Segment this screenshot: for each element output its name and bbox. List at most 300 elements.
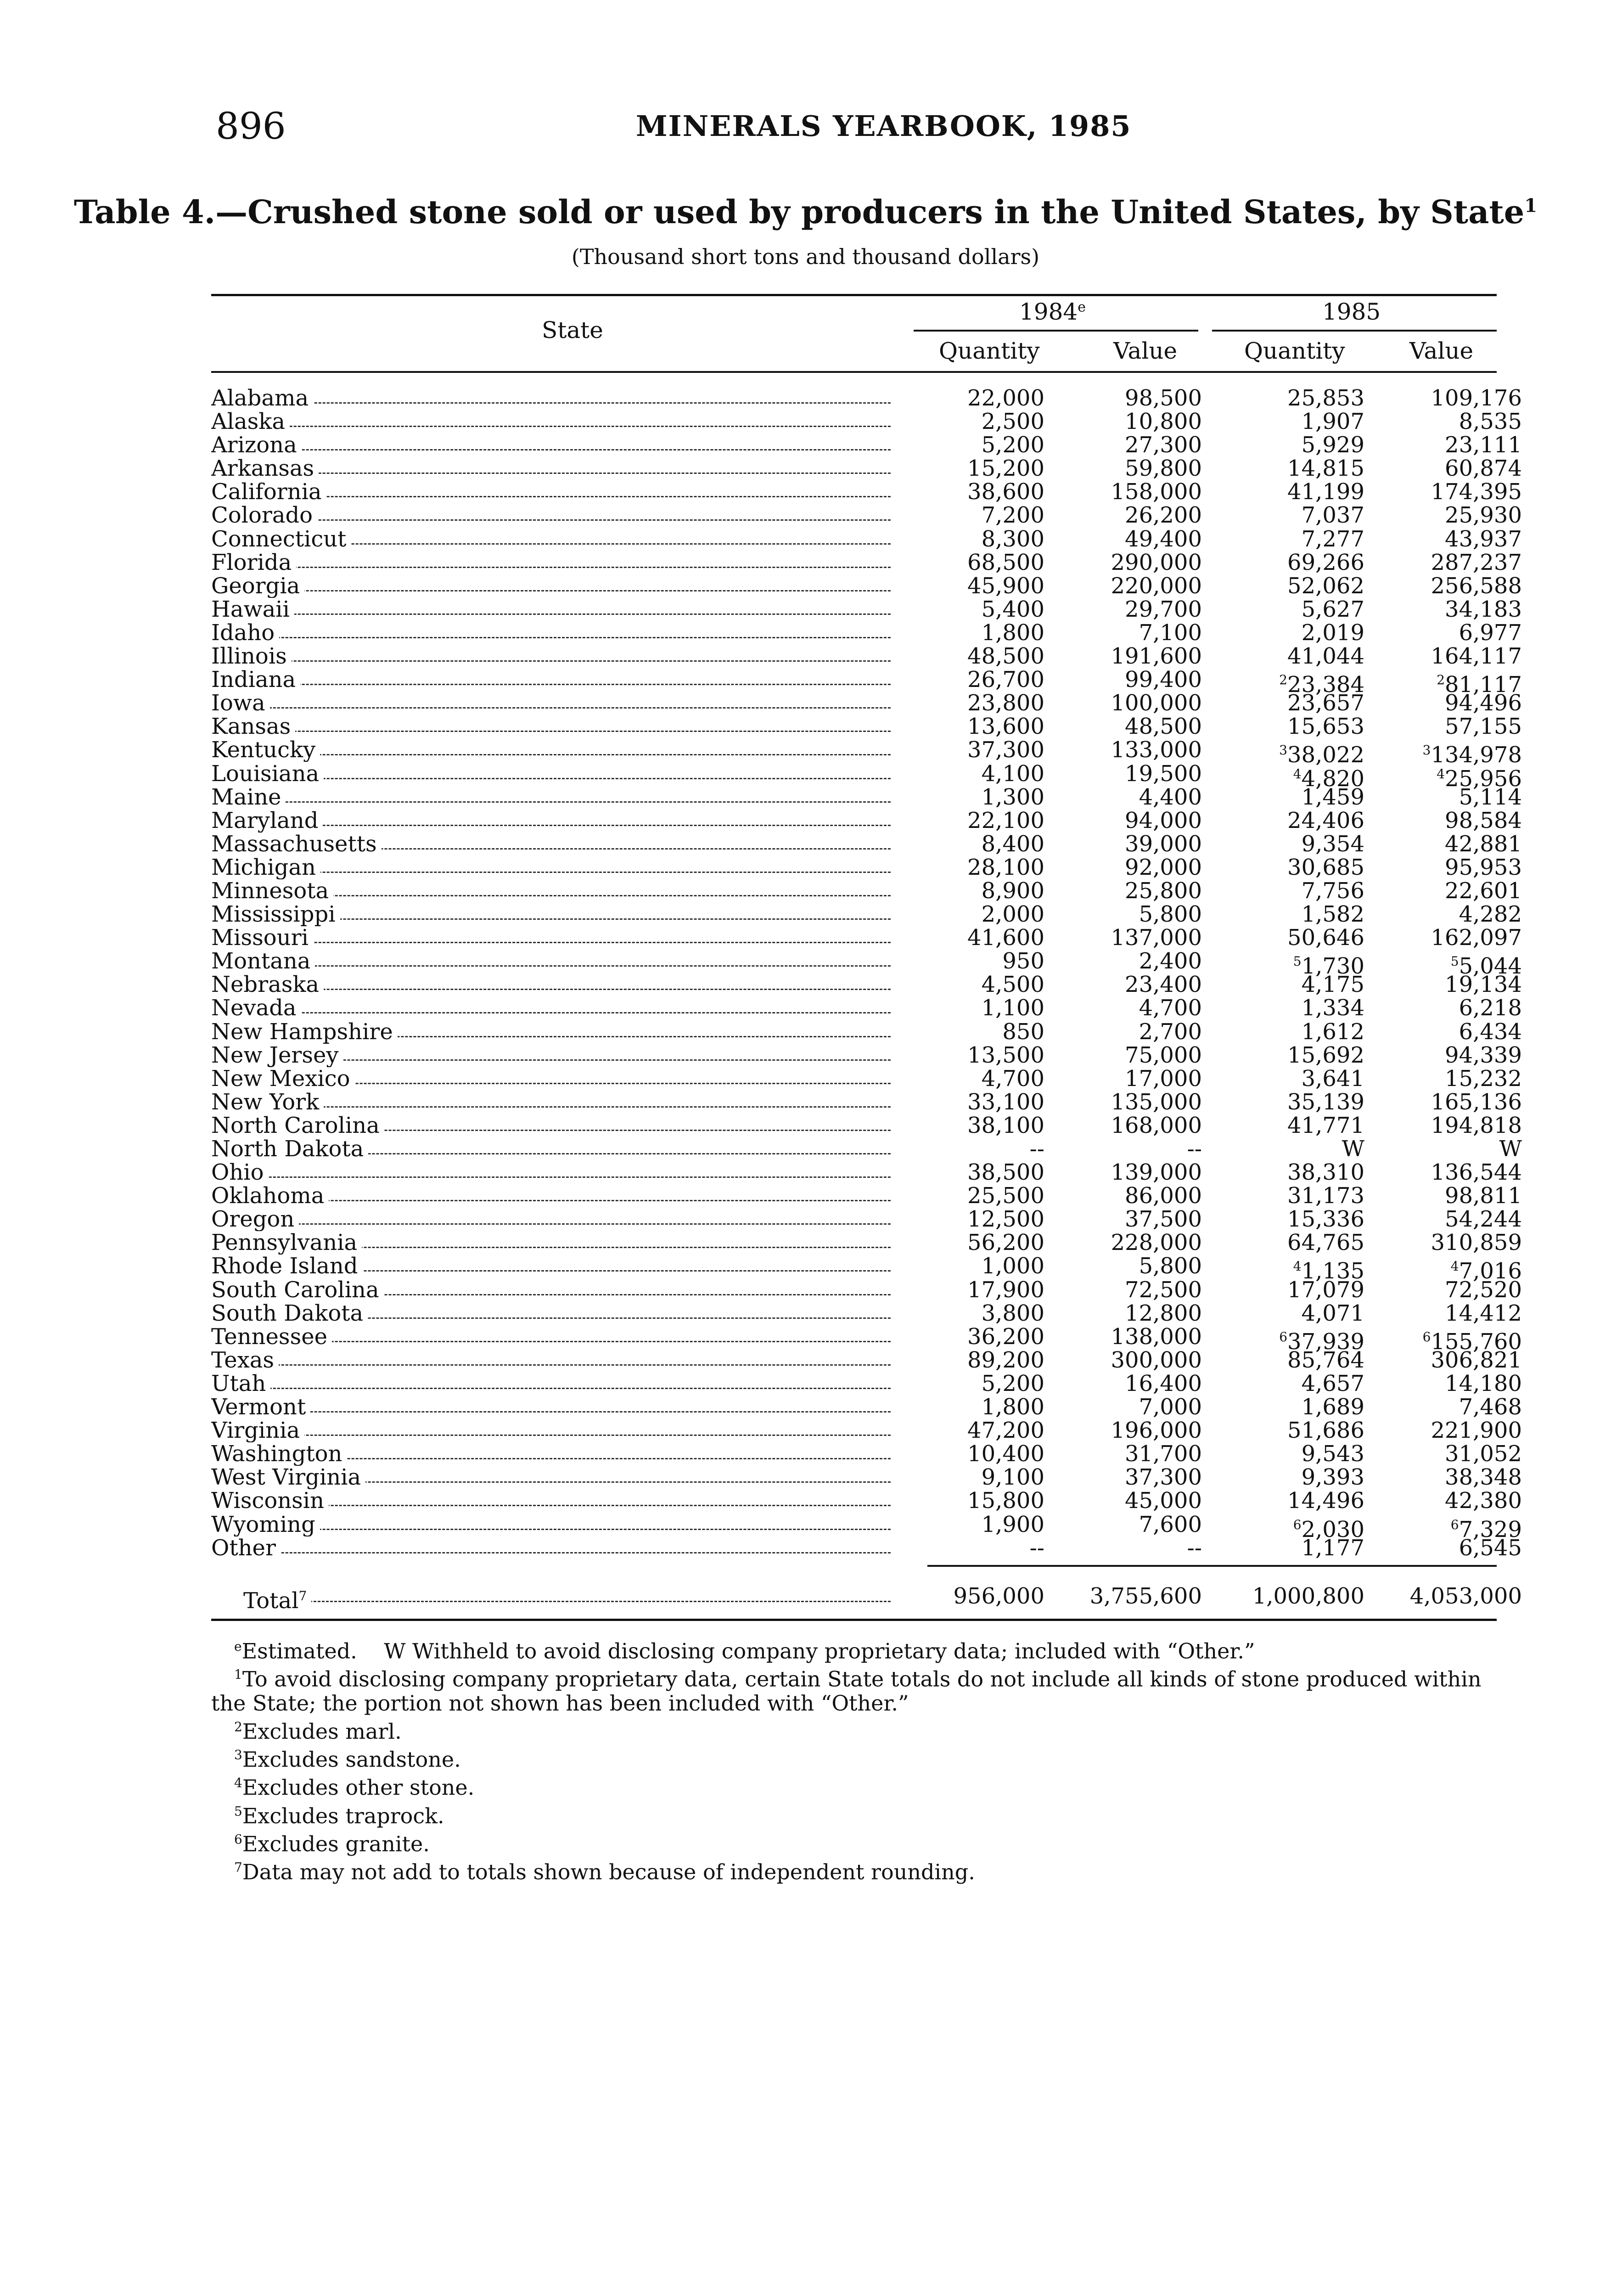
- quantity-1984-cell: [909, 621, 1044, 645]
- quantity-1985-value: 51,686: [1287, 1418, 1364, 1444]
- quantity-1985-cell: [1221, 1231, 1364, 1255]
- state-name: Arizona: [211, 433, 302, 457]
- value-1985-value: 31,052: [1445, 1441, 1522, 1467]
- state-name: Kansas: [211, 715, 295, 738]
- quantity-1985-cell: [1221, 692, 1364, 715]
- quantity-1985-cell: [1221, 1067, 1364, 1091]
- value-1984-value: --: [1187, 1535, 1202, 1561]
- quantity-1985-cell: [1221, 574, 1364, 598]
- value-1984-cell: [1061, 1208, 1202, 1231]
- quantity-1984-value: 17,900: [967, 1277, 1044, 1303]
- value-1984-cell: [1061, 480, 1202, 504]
- quantity-1984-cell: [909, 1325, 1044, 1349]
- quantity-1984-value: 22,000: [967, 385, 1044, 411]
- value-1985-cell: [1386, 1067, 1522, 1091]
- quantity-1984-value: 23,800: [967, 690, 1044, 716]
- value-1985-cell: [1386, 809, 1522, 833]
- value-1985-value: 162,097: [1431, 925, 1522, 951]
- state-name: South Carolina: [211, 1278, 384, 1302]
- dot-leader: [211, 1411, 891, 1412]
- value-1984-cell: [1061, 551, 1202, 574]
- value-1985-cell: [1386, 1349, 1522, 1372]
- quantity-1985-cell: [1221, 1419, 1364, 1442]
- quantity-1984-value: 8,900: [981, 878, 1044, 904]
- state-name: Maryland: [211, 809, 323, 833]
- cell-footnote-mark: 4: [1437, 766, 1445, 782]
- quantity-1985-cell: [1221, 387, 1364, 410]
- state-name: Other: [211, 1536, 281, 1560]
- quantity-1985-value: 31,173: [1287, 1183, 1364, 1209]
- state-name: New Mexico: [211, 1067, 355, 1091]
- quantity-1984-cell: [909, 950, 1044, 973]
- state-name: Utah: [211, 1372, 270, 1396]
- quantity-1985-cell: [1221, 480, 1364, 504]
- dot-leader: [211, 801, 891, 803]
- value-1984-cell: [1061, 1349, 1202, 1372]
- value-1984-value: 19,500: [1125, 760, 1202, 787]
- quantity-1984-cell: [909, 598, 1044, 621]
- quantity-1984-cell: [909, 879, 1044, 903]
- value-1984-value: 137,000: [1111, 925, 1202, 951]
- quantity-1984-value: 26,700: [967, 667, 1044, 693]
- quantity-1984-value: 3,800: [981, 1300, 1044, 1326]
- value-1985-value: 221,900: [1431, 1418, 1522, 1444]
- table-row: [211, 1394, 1522, 1420]
- quantity-1985-value: 5,929: [1301, 432, 1364, 458]
- total-value-1985: 4,053,000: [1409, 1583, 1522, 1609]
- dot-leader: [211, 707, 891, 709]
- table-row: [211, 526, 1522, 552]
- year1-label: 1984: [1019, 298, 1078, 325]
- quantity-1984-cell: [909, 1067, 1044, 1091]
- quantity-1984-cell: [909, 457, 1044, 480]
- quantity-1985-value: 1,730: [1301, 953, 1364, 979]
- dot-leader: [211, 613, 891, 615]
- table-row: [211, 878, 1522, 904]
- value-1984-cell: [1061, 1302, 1202, 1325]
- quantity-1985-cell: [1221, 1349, 1364, 1372]
- quantity-1985-value: 3,641: [1301, 1065, 1364, 1092]
- quantity-1985-cell: [1221, 879, 1364, 903]
- value-1984-value: 23,400: [1125, 972, 1202, 998]
- quantity-1985-value: 14,496: [1287, 1488, 1364, 1514]
- cell-footnote-mark: 3: [1422, 743, 1431, 758]
- value-1984-value: 158,000: [1111, 479, 1202, 505]
- state-name: Montana: [211, 950, 315, 973]
- total-row: [211, 1583, 1522, 1614]
- table-row: [211, 667, 1522, 698]
- state-name: Iowa: [211, 692, 270, 715]
- dot-leader: [211, 402, 891, 404]
- quantity-1985-value: 85,764: [1287, 1347, 1364, 1373]
- state-name: Idaho: [211, 621, 279, 645]
- col-year2-header: 1985: [1322, 298, 1381, 325]
- state-cell: [211, 950, 891, 973]
- total-footnote-mark: 7: [298, 1588, 307, 1604]
- quantity-1985-value: 15,336: [1287, 1206, 1364, 1232]
- quantity-1984-cell: [909, 668, 1044, 692]
- state-cell: [211, 551, 891, 574]
- table-row: [211, 456, 1522, 482]
- value-1985-value: 174,395: [1431, 479, 1522, 505]
- state-name: Ohio: [211, 1161, 269, 1184]
- quantity-1985-cell: [1221, 1466, 1364, 1489]
- state-name: Maine: [211, 786, 286, 809]
- quantity-1985-value: 15,653: [1287, 714, 1364, 740]
- value-1985-value: 54,244: [1445, 1206, 1522, 1232]
- quantity-1985-cell: [1221, 1208, 1364, 1231]
- value-1985-value: 134,978: [1431, 742, 1522, 768]
- table-row: [211, 1206, 1522, 1232]
- quantity-1984-cell: [909, 1114, 1044, 1137]
- quantity-1984-cell: [909, 786, 1044, 809]
- table-row: [211, 995, 1522, 1021]
- value-1984-cell: [1061, 1091, 1202, 1114]
- value-1985-cell: [1386, 433, 1522, 457]
- page-number: 896: [216, 105, 286, 147]
- running-title: MINERALS YEARBOOK, 1985: [636, 109, 1132, 143]
- value-1985-value: 25,956: [1445, 765, 1522, 792]
- value-1985-value: 310,859: [1431, 1230, 1522, 1256]
- value-1985-value: 306,821: [1431, 1347, 1522, 1373]
- table-row: [211, 1112, 1522, 1138]
- value-1985-value: 94,496: [1445, 690, 1522, 716]
- footnote-text: Estimated. W Withheld to avoid disclosing company proprietary data; included with “Other.”: [241, 1638, 1255, 1664]
- value-1984-value: 37,500: [1125, 1206, 1202, 1232]
- table-row: [211, 737, 1522, 768]
- total-value-1984: 3,755,600: [1089, 1583, 1202, 1609]
- state-cell: [211, 738, 891, 762]
- state-cell: [211, 1278, 891, 1302]
- value-1985-cell: [1386, 1091, 1522, 1114]
- value-1984-cell: [1061, 879, 1202, 903]
- footnote-mark: 6: [234, 1831, 242, 1847]
- value-1985-cell: [1386, 480, 1522, 504]
- state-cell: [211, 1536, 891, 1560]
- quantity-1985-value: 4,820: [1301, 765, 1364, 792]
- footnote-text: To avoid disclosing company proprietary data, certain State totals do not include all kinds of stone produced within the State; the portion not shown has been included with “Other.”: [211, 1666, 1488, 1716]
- col-value-1984-header: Value: [1113, 338, 1178, 364]
- value-1984-value: 98,500: [1125, 385, 1202, 411]
- quantity-1985-cell: [1221, 1091, 1364, 1114]
- quantity-1984-value: 850: [1002, 1019, 1044, 1045]
- value-1984-cell: [1061, 1536, 1202, 1560]
- quantity-1985-value: 41,771: [1287, 1112, 1364, 1138]
- value-1984-cell: [1061, 809, 1202, 833]
- quantity-1984-value: 1,000: [981, 1253, 1044, 1279]
- state-cell: [211, 1231, 891, 1255]
- value-1985-value: 256,588: [1431, 573, 1522, 599]
- quantity-1984-value: 38,500: [967, 1159, 1044, 1186]
- value-1985-cell: [1386, 645, 1522, 668]
- quantity-1984-value: 25,500: [967, 1183, 1044, 1209]
- dot-leader: [211, 590, 891, 591]
- top-rule: [211, 294, 1497, 296]
- state-name: Alabama: [211, 387, 313, 410]
- value-1984-value: 290,000: [1111, 549, 1202, 575]
- value-1984-cell: [1061, 528, 1202, 551]
- value-1984-cell: [1061, 1114, 1202, 1137]
- table-row: [211, 831, 1522, 857]
- state-name: Indiana: [211, 668, 300, 692]
- table-row: [211, 1183, 1522, 1209]
- cell-footnote-mark: 2: [1279, 672, 1288, 688]
- value-1984-cell: [1061, 621, 1202, 645]
- quantity-1984-value: 5,400: [981, 596, 1044, 622]
- value-1984-value: 300,000: [1111, 1347, 1202, 1373]
- quantity-1984-cell: [909, 504, 1044, 527]
- state-name: Colorado: [211, 504, 317, 527]
- dot-leader: [211, 660, 891, 662]
- value-1984-value: 228,000: [1111, 1230, 1202, 1256]
- quantity-1985-value: 4,657: [1301, 1370, 1364, 1396]
- quantity-1985-value: 25,853: [1287, 385, 1364, 411]
- table-row: [211, 1464, 1522, 1491]
- quantity-1984-cell: [909, 973, 1044, 996]
- value-1985-value: 94,339: [1445, 1042, 1522, 1068]
- value-1985-value: 6,545: [1459, 1535, 1522, 1561]
- quantity-1985-cell: [1221, 856, 1364, 879]
- quantity-1984-value: 41,600: [967, 925, 1044, 951]
- value-1984-value: 25,800: [1125, 878, 1202, 904]
- quantity-1985-value: 52,062: [1287, 573, 1364, 599]
- value-1984-cell: [1061, 926, 1202, 950]
- table-row: [211, 1511, 1522, 1542]
- state-cell: [211, 692, 891, 715]
- state-name: Massachusetts: [211, 833, 382, 856]
- value-1985-cell: [1386, 410, 1522, 433]
- value-1984-cell: [1061, 1067, 1202, 1091]
- table-row: [211, 948, 1522, 979]
- quantity-1984-value: 22,100: [967, 807, 1044, 833]
- col-value-1985-header: Value: [1409, 338, 1474, 364]
- value-1985-cell: [1386, 1536, 1522, 1560]
- value-1985-cell: [1386, 1208, 1522, 1231]
- value-1984-value: 133,000: [1111, 737, 1202, 763]
- table-row: [211, 807, 1522, 833]
- value-1984-value: 196,000: [1111, 1418, 1202, 1444]
- value-1984-cell: [1061, 996, 1202, 1020]
- value-1985-value: 34,183: [1445, 596, 1522, 622]
- quantity-1984-cell: [909, 1208, 1044, 1231]
- state-cell: [211, 1044, 891, 1067]
- value-1984-cell: [1061, 433, 1202, 457]
- value-1985-cell: [1386, 1184, 1522, 1208]
- table-row: [211, 549, 1522, 575]
- table-row: [211, 409, 1522, 435]
- quantity-1985-value: 9,354: [1301, 831, 1364, 857]
- quantity-1985-cell: [1221, 1114, 1364, 1137]
- quantity-1985-cell: [1221, 504, 1364, 527]
- value-1984-cell: [1061, 598, 1202, 621]
- value-1985-value: 43,937: [1445, 526, 1522, 552]
- value-1984-cell: [1061, 1466, 1202, 1489]
- year2-rule: [1212, 330, 1497, 332]
- value-1984-cell: [1061, 387, 1202, 410]
- table-row: [211, 690, 1522, 716]
- total-label-text: Total: [243, 1588, 299, 1614]
- quantity-1984-cell: [909, 1536, 1044, 1560]
- state-name: California: [211, 480, 326, 504]
- table-row: [211, 1019, 1522, 1045]
- table-row: [211, 1136, 1522, 1162]
- quantity-1985-value: 38,022: [1287, 742, 1364, 768]
- quantity-1984-cell: [909, 1161, 1044, 1184]
- quantity-1985-value: 23,657: [1287, 690, 1364, 716]
- quantity-1984-cell: [909, 433, 1044, 457]
- value-1985-cell: [1386, 1161, 1522, 1184]
- value-1984-cell: [1061, 1419, 1202, 1442]
- state-name: South Dakota: [211, 1302, 368, 1325]
- state-name: Louisiana: [211, 762, 324, 786]
- table-row: [211, 760, 1522, 792]
- year1-rule: [914, 330, 1198, 332]
- total-rule: [927, 1565, 1497, 1567]
- value-1984-cell: [1061, 1396, 1202, 1419]
- state-cell: [211, 809, 891, 833]
- value-1984-value: 4,700: [1139, 995, 1202, 1021]
- value-1984-value: 135,000: [1111, 1089, 1202, 1115]
- quantity-1985-value: 1,582: [1301, 901, 1364, 928]
- quantity-1984-cell: [909, 1044, 1044, 1067]
- value-1984-value: 48,500: [1125, 714, 1202, 740]
- dot-leader: [211, 1012, 891, 1013]
- table-row: [211, 479, 1522, 505]
- quantity-1984-cell: [909, 1419, 1044, 1442]
- value-1985-cell: [1386, 1114, 1522, 1137]
- value-1985-value: 42,881: [1445, 831, 1522, 857]
- value-1985-cell: [1386, 833, 1522, 856]
- quantity-1984-cell: [909, 1184, 1044, 1208]
- state-name: Connecticut: [211, 528, 351, 551]
- col-year1-header: [1019, 298, 1086, 325]
- quantity-1984-cell: [909, 926, 1044, 950]
- quantity-1985-value: 5,627: [1301, 596, 1364, 622]
- quantity-1985-cell: [1221, 528, 1364, 551]
- quantity-1984-cell: [909, 762, 1044, 786]
- quantity-1985-value: 64,765: [1287, 1230, 1364, 1256]
- value-1985-cell: [1386, 1278, 1522, 1302]
- value-1984-cell: [1061, 645, 1202, 668]
- value-1984-value: 49,400: [1125, 526, 1202, 552]
- quantity-1985-cell: [1221, 833, 1364, 856]
- table-subtitle: (Thousand short tons and thousand dollars): [571, 244, 1040, 269]
- state-cell: [211, 433, 891, 457]
- value-1985-cell: [1386, 1396, 1522, 1419]
- state-cell: [211, 1513, 891, 1536]
- quantity-1984-cell: [909, 1489, 1044, 1513]
- state-name: Texas: [211, 1349, 279, 1372]
- state-cell: [211, 926, 891, 950]
- quantity-1985-cell: [1221, 1044, 1364, 1067]
- value-1985-value: 6,977: [1459, 619, 1522, 646]
- quantity-1984-value: 7,200: [981, 502, 1044, 529]
- value-1985-value: 25,930: [1445, 502, 1522, 529]
- quantity-1985-value: 24,406: [1287, 807, 1364, 833]
- value-1985-value: 57,155: [1445, 714, 1522, 740]
- state-cell: [211, 480, 891, 504]
- quantity-1985-value: W: [1342, 1136, 1364, 1162]
- value-1984-cell: [1061, 1372, 1202, 1396]
- value-1985-cell: [1386, 1020, 1522, 1044]
- col-state-header: State: [542, 317, 603, 343]
- footnote: [211, 1715, 1497, 1743]
- quantity-1984-value: 89,200: [967, 1347, 1044, 1373]
- quantity-1984-value: 13,600: [967, 714, 1044, 740]
- state-cell: [211, 973, 891, 996]
- quantity-1985-value: 1,907: [1301, 409, 1364, 435]
- value-1984-value: 220,000: [1111, 573, 1202, 599]
- quantity-1985-cell: [1221, 973, 1364, 996]
- quantity-1985-cell: [1221, 1302, 1364, 1325]
- state-name: Georgia: [211, 574, 304, 598]
- state-name: Hawaii: [211, 598, 294, 621]
- table-row: [211, 1323, 1522, 1355]
- footnote: [211, 1743, 1497, 1771]
- footnote: [211, 1663, 1497, 1715]
- value-1985-value: 15,232: [1445, 1065, 1522, 1092]
- table-row: [211, 1418, 1522, 1444]
- value-1985-cell: [1386, 973, 1522, 996]
- quantity-1985-value: 1,689: [1301, 1394, 1364, 1420]
- cell-footnote-mark: 4: [1293, 1259, 1302, 1274]
- value-1985-cell: [1386, 457, 1522, 480]
- value-1984-cell: [1061, 692, 1202, 715]
- quantity-1984-cell: [909, 809, 1044, 833]
- table-row: [211, 784, 1522, 810]
- quantity-1984-cell: [909, 1020, 1044, 1044]
- state-name: Virginia: [211, 1419, 304, 1442]
- state-cell: [211, 1091, 891, 1114]
- value-1985-value: 5,044: [1459, 953, 1522, 979]
- total-label: [243, 1588, 311, 1614]
- quantity-1984-value: 38,100: [967, 1112, 1044, 1138]
- table-body: [211, 385, 1522, 1561]
- value-1984-cell: [1061, 410, 1202, 433]
- table-row: [211, 1488, 1522, 1514]
- quantity-1984-cell: [909, 1466, 1044, 1489]
- value-1984-cell: [1061, 833, 1202, 856]
- state-name: Wisconsin: [211, 1489, 329, 1513]
- value-1985-cell: [1386, 903, 1522, 926]
- value-1984-value: 92,000: [1125, 854, 1202, 880]
- quantity-1984-cell: [909, 833, 1044, 856]
- page-header: [216, 105, 1386, 151]
- quantity-1984-value: 1,900: [981, 1511, 1044, 1537]
- value-1985-cell: [1386, 551, 1522, 574]
- footnote-text: Excludes marl.: [242, 1718, 402, 1744]
- dot-leader: [211, 567, 891, 568]
- value-1985-value: 155,760: [1431, 1328, 1522, 1355]
- state-cell: [211, 1137, 891, 1161]
- quantity-1984-cell: [909, 1513, 1044, 1536]
- quantity-1984-cell: [909, 574, 1044, 598]
- quantity-1984-cell: [909, 1091, 1044, 1114]
- value-1985-cell: [1386, 528, 1522, 551]
- quantity-1984-cell: [909, 645, 1044, 668]
- value-1984-cell: [1061, 1325, 1202, 1349]
- footnote-mark: 5: [234, 1803, 242, 1819]
- table-row: [211, 972, 1522, 998]
- value-1985-cell: [1386, 692, 1522, 715]
- dot-leader: [211, 1223, 891, 1225]
- quantity-1985-value: 9,543: [1301, 1441, 1364, 1467]
- value-1984-value: 2,400: [1139, 948, 1202, 974]
- state-cell: [211, 598, 891, 621]
- header-bottom-rule: [211, 371, 1497, 373]
- quantity-1985-value: 35,139: [1287, 1089, 1364, 1115]
- total-label-cell: [243, 1583, 891, 1614]
